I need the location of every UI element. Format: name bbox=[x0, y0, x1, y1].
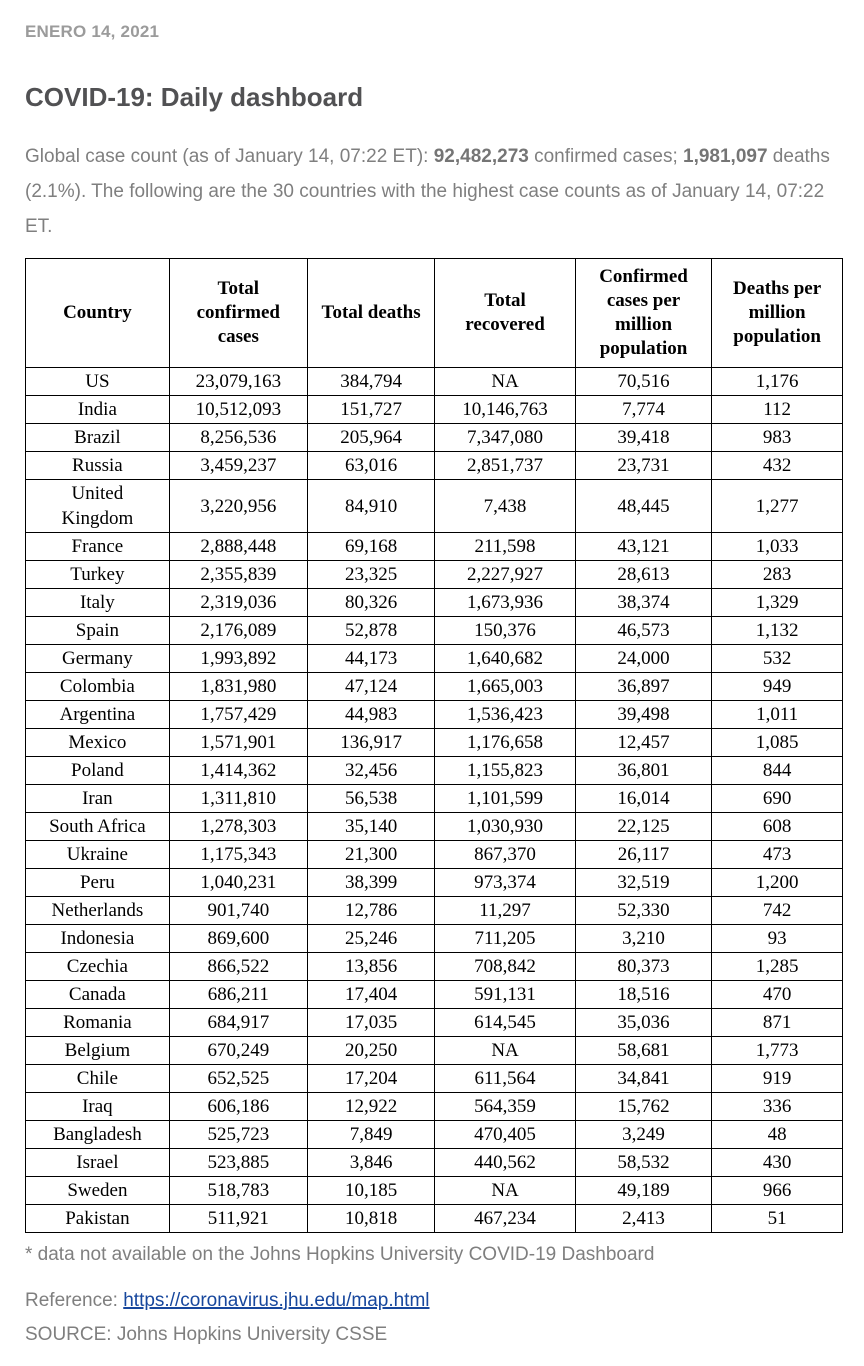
value-cell: 84,910 bbox=[307, 480, 434, 533]
country-cell: Sweden bbox=[26, 1177, 170, 1205]
value-cell: 7,347,080 bbox=[435, 424, 576, 452]
value-cell: 12,457 bbox=[575, 729, 711, 757]
country-cell: Ukraine bbox=[26, 841, 170, 869]
value-cell: 670,249 bbox=[169, 1037, 307, 1065]
value-cell: 49,189 bbox=[575, 1177, 711, 1205]
intro-text-3: deaths (2.1%). The following are the 30 countries with the highest case counts as of January 14, 07:22 ET. bbox=[25, 146, 830, 237]
value-cell: 58,532 bbox=[575, 1149, 711, 1177]
country-cell: Netherlands bbox=[26, 897, 170, 925]
value-cell: 1,311,810 bbox=[169, 785, 307, 813]
reference-line bbox=[25, 1290, 839, 1312]
value-cell: 3,210 bbox=[575, 925, 711, 953]
table-row bbox=[26, 673, 843, 701]
country-cell: France bbox=[26, 533, 170, 561]
value-cell: 58,681 bbox=[575, 1037, 711, 1065]
table-row bbox=[26, 589, 843, 617]
value-cell: 17,035 bbox=[307, 1009, 434, 1037]
value-cell: 23,325 bbox=[307, 561, 434, 589]
value-cell: 10,185 bbox=[307, 1177, 434, 1205]
intro-paragraph bbox=[25, 139, 839, 244]
country-cell: Bangladesh bbox=[26, 1121, 170, 1149]
value-cell: 1,831,980 bbox=[169, 673, 307, 701]
value-cell: 112 bbox=[712, 396, 843, 424]
value-cell: 470,405 bbox=[435, 1121, 576, 1149]
value-cell: 36,801 bbox=[575, 757, 711, 785]
value-cell: 1,757,429 bbox=[169, 701, 307, 729]
value-cell: 871 bbox=[712, 1009, 843, 1037]
value-cell: 523,885 bbox=[169, 1149, 307, 1177]
value-cell: 1,278,303 bbox=[169, 813, 307, 841]
value-cell: 1,085 bbox=[712, 729, 843, 757]
table-row bbox=[26, 533, 843, 561]
country-cell: Brazil bbox=[26, 424, 170, 452]
value-cell: 1,155,823 bbox=[435, 757, 576, 785]
value-cell: 39,498 bbox=[575, 701, 711, 729]
country-cell: Colombia bbox=[26, 673, 170, 701]
table-row bbox=[26, 925, 843, 953]
country-cell: Belgium bbox=[26, 1037, 170, 1065]
column-header: Total confirmed cases bbox=[169, 259, 307, 368]
value-cell: 1,176 bbox=[712, 368, 843, 396]
value-cell: 44,173 bbox=[307, 645, 434, 673]
value-cell: 8,256,536 bbox=[169, 424, 307, 452]
value-cell: 511,921 bbox=[169, 1205, 307, 1233]
value-cell: 43,121 bbox=[575, 533, 711, 561]
table-row bbox=[26, 813, 843, 841]
value-cell: 211,598 bbox=[435, 533, 576, 561]
value-cell: 51 bbox=[712, 1205, 843, 1233]
country-cell: Russia bbox=[26, 452, 170, 480]
table-header-row bbox=[26, 259, 843, 368]
value-cell: 844 bbox=[712, 757, 843, 785]
value-cell: 1,040,231 bbox=[169, 869, 307, 897]
country-cell: Romania bbox=[26, 1009, 170, 1037]
global-deaths-count: 1,981,097 bbox=[683, 146, 768, 167]
value-cell: 2,851,737 bbox=[435, 452, 576, 480]
table-row bbox=[26, 1009, 843, 1037]
value-cell: 1,277 bbox=[712, 480, 843, 533]
value-cell: 12,922 bbox=[307, 1093, 434, 1121]
value-cell: 12,786 bbox=[307, 897, 434, 925]
value-cell: 22,125 bbox=[575, 813, 711, 841]
value-cell: 652,525 bbox=[169, 1065, 307, 1093]
value-cell: 56,538 bbox=[307, 785, 434, 813]
table-row bbox=[26, 1121, 843, 1149]
table-row bbox=[26, 1037, 843, 1065]
value-cell: 869,600 bbox=[169, 925, 307, 953]
country-cell: United Kingdom bbox=[26, 480, 170, 533]
value-cell: 919 bbox=[712, 1065, 843, 1093]
value-cell: 10,512,093 bbox=[169, 396, 307, 424]
column-header: Country bbox=[26, 259, 170, 368]
value-cell: 25,246 bbox=[307, 925, 434, 953]
country-cell: Czechia bbox=[26, 953, 170, 981]
value-cell: 283 bbox=[712, 561, 843, 589]
value-cell: NA bbox=[435, 1037, 576, 1065]
value-cell: 983 bbox=[712, 424, 843, 452]
country-cell: Israel bbox=[26, 1149, 170, 1177]
table-body bbox=[26, 368, 843, 1233]
value-cell: 52,878 bbox=[307, 617, 434, 645]
country-cell: Canada bbox=[26, 981, 170, 1009]
value-cell: 10,818 bbox=[307, 1205, 434, 1233]
country-cell: India bbox=[26, 396, 170, 424]
value-cell: 711,205 bbox=[435, 925, 576, 953]
value-cell: 1,640,682 bbox=[435, 645, 576, 673]
value-cell: 10,146,763 bbox=[435, 396, 576, 424]
value-cell: 205,964 bbox=[307, 424, 434, 452]
value-cell: 742 bbox=[712, 897, 843, 925]
value-cell: 1,030,930 bbox=[435, 813, 576, 841]
value-cell: 470 bbox=[712, 981, 843, 1009]
value-cell: 1,773 bbox=[712, 1037, 843, 1065]
value-cell: 47,124 bbox=[307, 673, 434, 701]
country-cell: Chile bbox=[26, 1065, 170, 1093]
value-cell: 28,613 bbox=[575, 561, 711, 589]
table-row bbox=[26, 897, 843, 925]
table-row bbox=[26, 729, 843, 757]
country-cell: Germany bbox=[26, 645, 170, 673]
country-cell: Iraq bbox=[26, 1093, 170, 1121]
value-cell: 24,000 bbox=[575, 645, 711, 673]
value-cell: 3,846 bbox=[307, 1149, 434, 1177]
value-cell: 1,101,599 bbox=[435, 785, 576, 813]
country-cell: Turkey bbox=[26, 561, 170, 589]
table-row bbox=[26, 757, 843, 785]
value-cell: 614,545 bbox=[435, 1009, 576, 1037]
value-cell: 532 bbox=[712, 645, 843, 673]
value-cell: 23,079,163 bbox=[169, 368, 307, 396]
value-cell: 440,562 bbox=[435, 1149, 576, 1177]
value-cell: 151,727 bbox=[307, 396, 434, 424]
value-cell: 430 bbox=[712, 1149, 843, 1177]
value-cell: 384,794 bbox=[307, 368, 434, 396]
value-cell: 17,204 bbox=[307, 1065, 434, 1093]
table-row bbox=[26, 869, 843, 897]
value-cell: 48,445 bbox=[575, 480, 711, 533]
value-cell: 136,917 bbox=[307, 729, 434, 757]
value-cell: 1,176,658 bbox=[435, 729, 576, 757]
covid-country-table bbox=[25, 258, 843, 1233]
value-cell: 11,297 bbox=[435, 897, 576, 925]
value-cell: 150,376 bbox=[435, 617, 576, 645]
value-cell: 80,373 bbox=[575, 953, 711, 981]
table-row bbox=[26, 617, 843, 645]
value-cell: 16,014 bbox=[575, 785, 711, 813]
value-cell: 473 bbox=[712, 841, 843, 869]
value-cell: 38,374 bbox=[575, 589, 711, 617]
value-cell: 7,849 bbox=[307, 1121, 434, 1149]
global-confirmed-count: 92,482,273 bbox=[433, 146, 529, 167]
table-row bbox=[26, 953, 843, 981]
value-cell: 1,011 bbox=[712, 701, 843, 729]
country-cell: US bbox=[26, 368, 170, 396]
column-header: Total recovered bbox=[435, 259, 576, 368]
value-cell: 2,355,839 bbox=[169, 561, 307, 589]
value-cell: 23,731 bbox=[575, 452, 711, 480]
value-cell: 52,330 bbox=[575, 897, 711, 925]
article bbox=[25, 22, 839, 1346]
value-cell: 1,665,003 bbox=[435, 673, 576, 701]
value-cell: 1,536,423 bbox=[435, 701, 576, 729]
value-cell: 35,140 bbox=[307, 813, 434, 841]
table-row bbox=[26, 1177, 843, 1205]
value-cell: 901,740 bbox=[169, 897, 307, 925]
value-cell: 1,033 bbox=[712, 533, 843, 561]
value-cell: 7,438 bbox=[435, 480, 576, 533]
value-cell: 564,359 bbox=[435, 1093, 576, 1121]
intro-text-1: Global case count (as of January 14, 07:22 ET): bbox=[25, 146, 434, 167]
table-row bbox=[26, 1149, 843, 1177]
value-cell: 32,519 bbox=[575, 869, 711, 897]
value-cell: 15,762 bbox=[575, 1093, 711, 1121]
value-cell: 35,036 bbox=[575, 1009, 711, 1037]
reference-label: Reference: bbox=[25, 1290, 124, 1311]
post-date: ENERO 14, 2021 bbox=[25, 22, 160, 41]
value-cell: 7,774 bbox=[575, 396, 711, 424]
value-cell: 1,200 bbox=[712, 869, 843, 897]
value-cell: NA bbox=[435, 368, 576, 396]
column-header: Confirmed cases per million population bbox=[575, 259, 711, 368]
value-cell: 467,234 bbox=[435, 1205, 576, 1233]
value-cell: 973,374 bbox=[435, 869, 576, 897]
value-cell: 3,459,237 bbox=[169, 452, 307, 480]
value-cell: 708,842 bbox=[435, 953, 576, 981]
value-cell: 70,516 bbox=[575, 368, 711, 396]
table-row bbox=[26, 981, 843, 1009]
value-cell: 591,131 bbox=[435, 981, 576, 1009]
table-row bbox=[26, 480, 843, 533]
value-cell: 34,841 bbox=[575, 1065, 711, 1093]
value-cell: 39,418 bbox=[575, 424, 711, 452]
value-cell: 46,573 bbox=[575, 617, 711, 645]
value-cell: 684,917 bbox=[169, 1009, 307, 1037]
table-row bbox=[26, 645, 843, 673]
country-cell: South Africa bbox=[26, 813, 170, 841]
table-row bbox=[26, 396, 843, 424]
table-row bbox=[26, 424, 843, 452]
value-cell: 69,168 bbox=[307, 533, 434, 561]
country-cell: Spain bbox=[26, 617, 170, 645]
country-cell: Iran bbox=[26, 785, 170, 813]
value-cell: 36,897 bbox=[575, 673, 711, 701]
value-cell: 949 bbox=[712, 673, 843, 701]
value-cell: 63,016 bbox=[307, 452, 434, 480]
value-cell: 432 bbox=[712, 452, 843, 480]
value-cell: 866,522 bbox=[169, 953, 307, 981]
value-cell: 32,456 bbox=[307, 757, 434, 785]
value-cell: 525,723 bbox=[169, 1121, 307, 1149]
country-cell: Italy bbox=[26, 589, 170, 617]
value-cell: 21,300 bbox=[307, 841, 434, 869]
value-cell: 2,176,089 bbox=[169, 617, 307, 645]
value-cell: 1,673,936 bbox=[435, 589, 576, 617]
country-cell: Peru bbox=[26, 869, 170, 897]
value-cell: 44,983 bbox=[307, 701, 434, 729]
source-line: SOURCE: Johns Hopkins University CSSE bbox=[25, 1324, 388, 1345]
page-title: COVID-19: Daily dashboard bbox=[25, 82, 364, 112]
table-row bbox=[26, 841, 843, 869]
value-cell: 1,414,362 bbox=[169, 757, 307, 785]
value-cell: 1,132 bbox=[712, 617, 843, 645]
value-cell: 26,117 bbox=[575, 841, 711, 869]
table-row bbox=[26, 701, 843, 729]
value-cell: NA bbox=[435, 1177, 576, 1205]
reference-link[interactable]: https://coronavirus.jhu.edu/map.html bbox=[123, 1290, 430, 1311]
value-cell: 38,399 bbox=[307, 869, 434, 897]
value-cell: 2,227,927 bbox=[435, 561, 576, 589]
value-cell: 1,993,892 bbox=[169, 645, 307, 673]
value-cell: 20,250 bbox=[307, 1037, 434, 1065]
footnote: * data not available on the Johns Hopkins University COVID-19 Dashboard bbox=[25, 1244, 655, 1265]
value-cell: 2,319,036 bbox=[169, 589, 307, 617]
country-cell: Pakistan bbox=[26, 1205, 170, 1233]
value-cell: 80,326 bbox=[307, 589, 434, 617]
value-cell: 518,783 bbox=[169, 1177, 307, 1205]
value-cell: 17,404 bbox=[307, 981, 434, 1009]
value-cell: 13,856 bbox=[307, 953, 434, 981]
column-header: Total deaths bbox=[307, 259, 434, 368]
table-row bbox=[26, 368, 843, 396]
table-row bbox=[26, 1065, 843, 1093]
intro-text-2: confirmed cases; bbox=[528, 146, 683, 167]
table-row bbox=[26, 785, 843, 813]
value-cell: 608 bbox=[712, 813, 843, 841]
table-head bbox=[26, 259, 843, 368]
value-cell: 686,211 bbox=[169, 981, 307, 1009]
country-cell: Indonesia bbox=[26, 925, 170, 953]
value-cell: 1,285 bbox=[712, 953, 843, 981]
value-cell: 93 bbox=[712, 925, 843, 953]
value-cell: 1,175,343 bbox=[169, 841, 307, 869]
value-cell: 3,220,956 bbox=[169, 480, 307, 533]
value-cell: 2,413 bbox=[575, 1205, 711, 1233]
value-cell: 690 bbox=[712, 785, 843, 813]
value-cell: 867,370 bbox=[435, 841, 576, 869]
country-cell: Poland bbox=[26, 757, 170, 785]
value-cell: 18,516 bbox=[575, 981, 711, 1009]
table-row bbox=[26, 452, 843, 480]
value-cell: 48 bbox=[712, 1121, 843, 1149]
country-cell: Argentina bbox=[26, 701, 170, 729]
value-cell: 966 bbox=[712, 1177, 843, 1205]
table-row bbox=[26, 1205, 843, 1233]
table-row bbox=[26, 561, 843, 589]
value-cell: 2,888,448 bbox=[169, 533, 307, 561]
value-cell: 336 bbox=[712, 1093, 843, 1121]
column-header: Deaths per million population bbox=[712, 259, 843, 368]
value-cell: 1,571,901 bbox=[169, 729, 307, 757]
value-cell: 611,564 bbox=[435, 1065, 576, 1093]
table-row bbox=[26, 1093, 843, 1121]
value-cell: 606,186 bbox=[169, 1093, 307, 1121]
value-cell: 3,249 bbox=[575, 1121, 711, 1149]
country-cell: Mexico bbox=[26, 729, 170, 757]
value-cell: 1,329 bbox=[712, 589, 843, 617]
